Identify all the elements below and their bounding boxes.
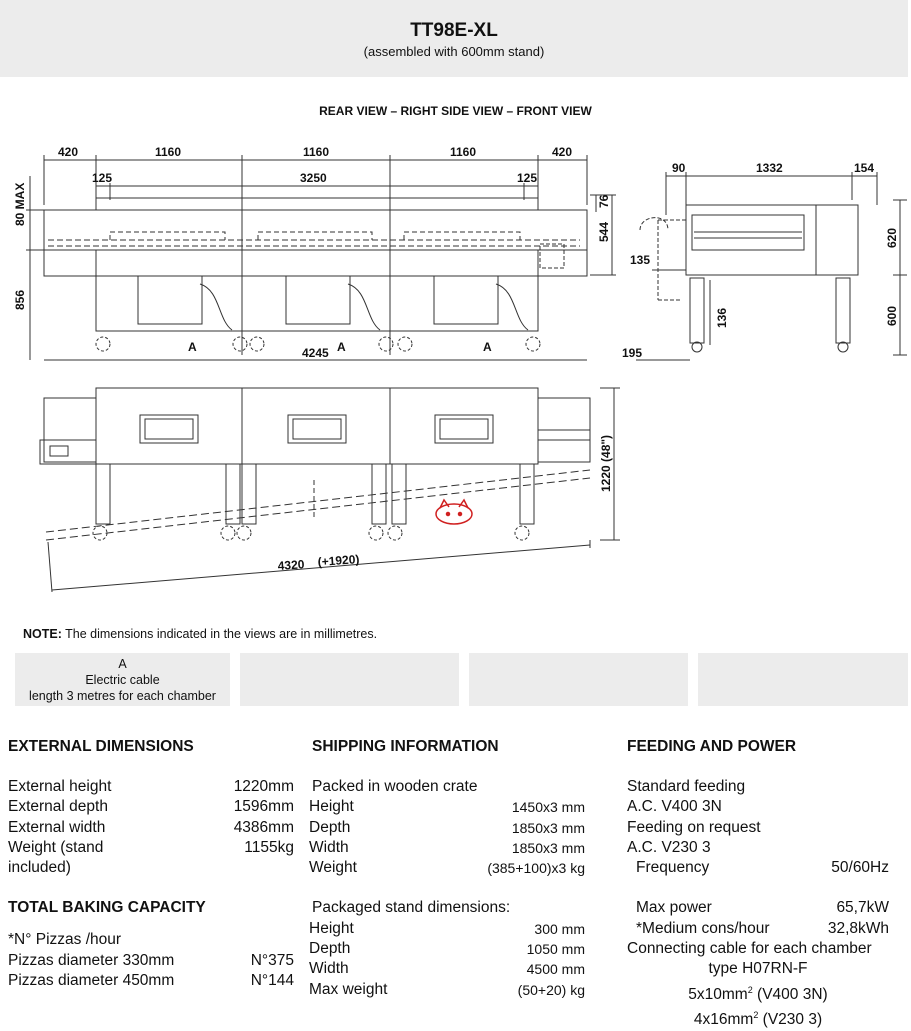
spec-row <box>309 858 585 878</box>
spec-value: 1220mm <box>233 778 294 795</box>
legend-a-line1: Electric cable <box>85 673 160 687</box>
spec-label: Weight <box>309 859 357 877</box>
dim-side-620: 620 <box>885 227 899 248</box>
cable-voltage: (V400 3N) <box>757 985 828 1003</box>
spec-row <box>8 858 294 878</box>
legend-box-empty-2 <box>469 653 688 706</box>
legend-a-label: A <box>118 657 127 671</box>
spec-row <box>627 858 889 878</box>
spec-value: (385+100)x3 kg <box>487 860 585 877</box>
dim-side-90: 90 <box>672 161 686 175</box>
dim-side-135: 135 <box>630 253 651 267</box>
dim-125-left: 125 <box>92 171 113 185</box>
spec-row <box>309 919 585 939</box>
dim-420-left: 420 <box>58 145 79 159</box>
spec-label: Height <box>309 798 354 816</box>
spec-value: 1850x3 mm <box>511 819 585 836</box>
cable-line-3 <box>627 980 889 1005</box>
spec-value: N°144 <box>250 972 294 990</box>
spec-row <box>309 797 585 817</box>
dim-side-195: 195 <box>622 346 643 360</box>
power-line: Standard feeding <box>627 778 746 795</box>
spec-label: External depth <box>8 798 108 816</box>
spec-row <box>627 898 889 918</box>
note-label: NOTE: <box>23 627 62 641</box>
spec-row <box>627 919 889 939</box>
spec-label: Max power <box>636 899 712 917</box>
dim-3250: 3250 <box>300 171 327 185</box>
dim-side-600: 600 <box>885 305 899 326</box>
spec-row <box>309 818 585 838</box>
shipping-packed: Packed in wooden crate <box>312 778 478 795</box>
page-subtitle: (assembled with 600mm stand) <box>363 44 545 59</box>
shipping-section <box>309 737 585 1000</box>
spec-row <box>309 959 585 979</box>
spec-value: 1596mm <box>233 798 294 816</box>
spec-label: Width <box>309 838 349 856</box>
views-title: REAR VIEW – RIGHT SIDE VIEW – FRONT VIEW <box>319 104 592 118</box>
dim-544: 544 <box>597 221 611 242</box>
spec-value: 1450x3 mm <box>511 799 585 816</box>
label-a-3: A <box>483 340 492 354</box>
dim-856: 856 <box>13 289 27 310</box>
cable-spec: 5x10mm <box>688 985 748 1003</box>
spec-row <box>8 838 294 858</box>
spec-value: N°375 <box>250 951 294 969</box>
shipping-heading: SHIPPING INFORMATION <box>312 738 499 755</box>
dim-front-1220: 1220 (48") <box>599 434 613 492</box>
dim-76: 76 <box>597 194 611 208</box>
label-a-2: A <box>337 340 346 354</box>
spec-value: 1050 mm <box>526 941 585 958</box>
note <box>23 627 377 641</box>
cable-spec: 4x16mm <box>693 1011 754 1029</box>
spec-label: Depth <box>309 818 351 836</box>
power-line: Feeding on request <box>627 818 761 836</box>
cable-line-2: type H07RN-F <box>708 960 808 978</box>
spec-label: Depth <box>309 940 351 958</box>
spec-value: (50+20) kg <box>517 981 585 998</box>
external-dimensions-section <box>8 737 294 991</box>
spec-label: Frequency <box>636 859 710 877</box>
spec-value: 1155kg <box>244 838 294 856</box>
spec-row <box>8 777 294 797</box>
spec-row <box>309 838 585 858</box>
dim-side-1332: 1332 <box>756 161 783 175</box>
spec-label: *Medium cons/hour <box>636 919 770 937</box>
spec-value: 300 mm <box>534 920 585 937</box>
spec-label: Pizzas diameter 450mm <box>8 972 175 990</box>
spec-value: 1850x3 mm <box>511 839 585 856</box>
page-title: TT98E-XL <box>410 20 498 41</box>
note-text: The dimensions indicated in the views are in millimetres. <box>65 627 378 641</box>
spec-label: External height <box>8 778 112 795</box>
power-line: A.C. V400 3N <box>627 798 722 816</box>
superscript: 2 <box>747 984 753 995</box>
spec-row <box>309 980 585 1000</box>
baking-capacity-heading: TOTAL BAKING CAPACITY <box>8 899 206 917</box>
legend-box-empty-1 <box>240 653 459 706</box>
spec-value: 4500 mm <box>526 961 585 978</box>
spec-label: Width <box>309 960 349 978</box>
legend-box-a <box>15 653 230 706</box>
spec-label: Height <box>309 919 354 937</box>
spec-label: Pizzas diameter 330mm <box>8 951 175 969</box>
spec-row <box>8 797 294 817</box>
spec-row <box>8 818 294 838</box>
side-view <box>636 172 907 360</box>
spec-value: 50/60Hz <box>831 859 889 877</box>
spec-row <box>309 939 585 959</box>
spec-row <box>8 951 294 971</box>
legend-box-empty-3 <box>698 653 908 706</box>
dim-4245: 4245 <box>302 346 329 360</box>
spec-label: Max weight <box>309 980 388 998</box>
mascot-logo <box>436 500 472 524</box>
external-dimensions-heading: EXTERNAL DIMENSIONS <box>8 738 194 755</box>
dim-front-1920: (+1920) <box>317 552 360 569</box>
stand-heading: Packaged stand dimensions: <box>312 899 511 917</box>
spec-row <box>8 971 294 991</box>
dim-front-4320: 4320 <box>277 557 305 573</box>
power-line: A.C. V230 3 <box>627 838 711 856</box>
dim-1160-a: 1160 <box>155 145 182 159</box>
legend-a-line2: length 3 metres for each chamber <box>29 689 216 703</box>
feeding-power-section <box>627 737 889 1031</box>
dim-side-154: 154 <box>854 161 875 175</box>
spec-value: 32,8kWh <box>827 919 889 937</box>
dim-1160-c: 1160 <box>450 145 477 159</box>
dim-80max: 80 MAX <box>13 182 27 226</box>
spec-label: Weight (stand <box>8 838 104 856</box>
dim-125-right: 125 <box>517 171 538 185</box>
spec-label: included) <box>8 859 71 877</box>
spec-value: 65,7kW <box>836 899 889 917</box>
baking-capacity-sub: *N° Pizzas /hour <box>8 931 122 949</box>
dim-1160-b: 1160 <box>303 145 330 159</box>
spec-value: 4386mm <box>233 818 294 836</box>
dim-420-right: 420 <box>552 145 573 159</box>
feeding-power-heading: FEEDING AND POWER <box>627 738 797 755</box>
cable-voltage: (V230 3) <box>762 1011 823 1029</box>
label-a-1: A <box>188 340 197 354</box>
dim-side-136: 136 <box>715 307 729 328</box>
cable-line-1: Connecting cable for each chamber <box>627 940 872 958</box>
superscript: 2 <box>753 1010 759 1021</box>
spec-label: External width <box>8 818 106 836</box>
rear-view <box>26 155 616 360</box>
